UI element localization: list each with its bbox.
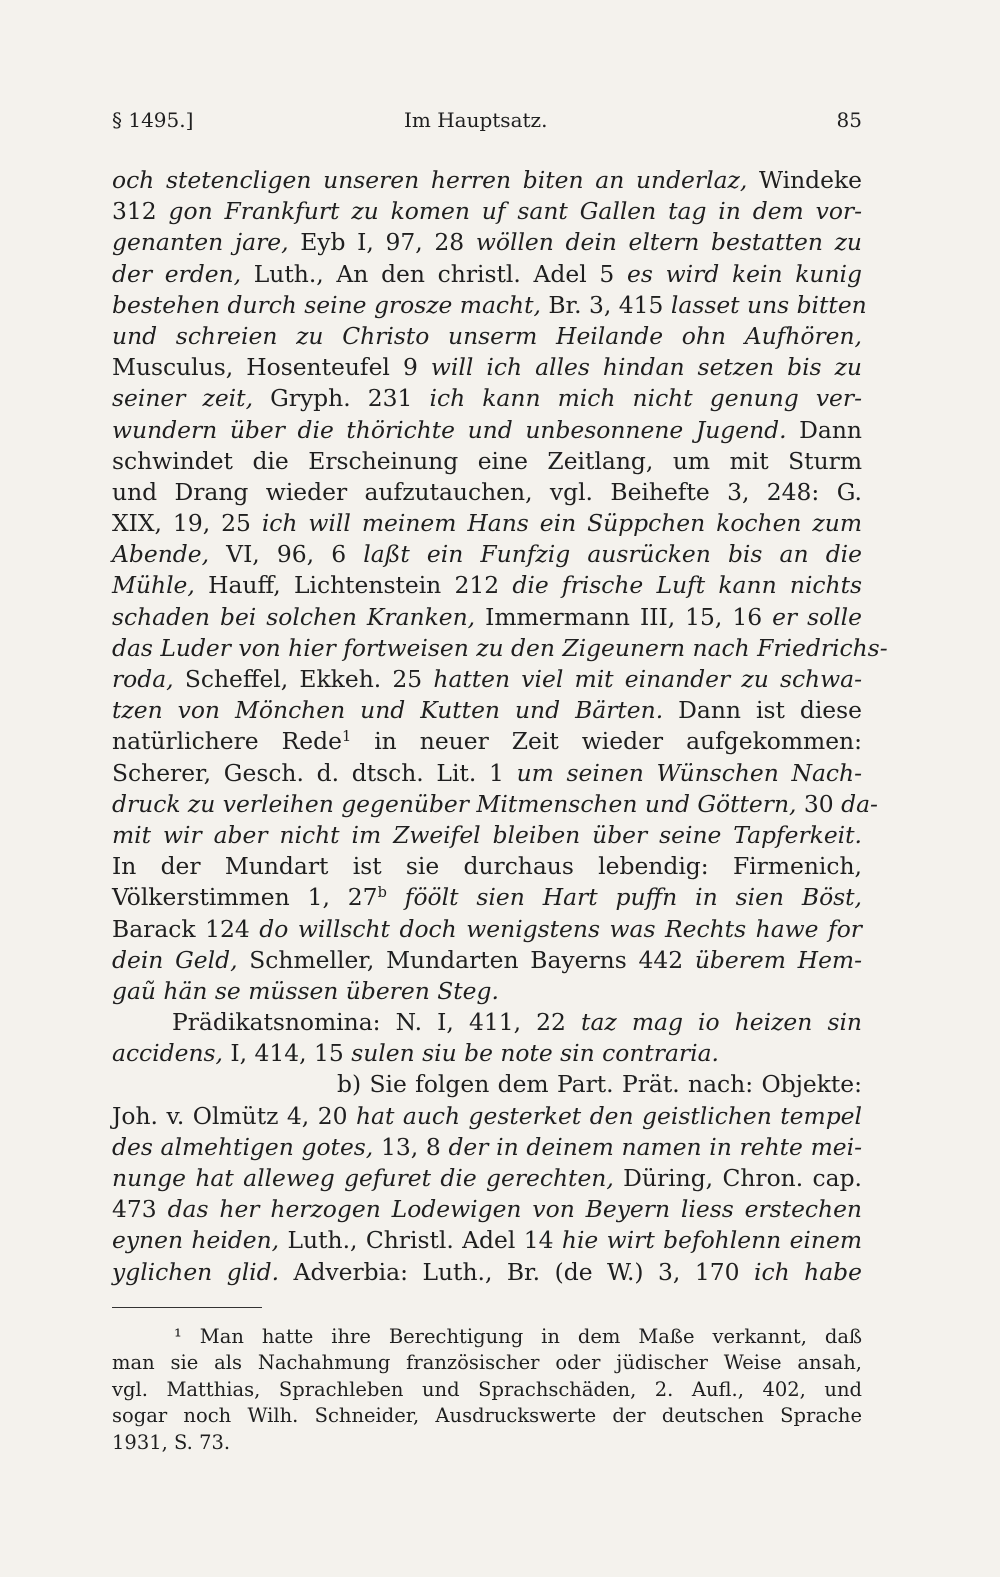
text-line bbox=[112, 352, 862, 383]
text-line bbox=[112, 570, 862, 601]
source-text: Völkerstimmen 1, 27 bbox=[112, 883, 378, 912]
text-line bbox=[112, 976, 862, 1007]
source-text: b) Sie folgen dem Part. Prät. nach: Objekte: bbox=[337, 1070, 862, 1099]
source-text: Barack 124 bbox=[112, 914, 260, 943]
quoted-text: er solle bbox=[772, 602, 863, 631]
quoted-text: ich will meinem Hans ein Süppchen kochen zum bbox=[261, 509, 862, 538]
text-line bbox=[112, 1225, 862, 1256]
text-line bbox=[112, 415, 862, 446]
text-line bbox=[112, 945, 862, 976]
text-line bbox=[112, 758, 862, 789]
quoted-text: gaũ hän se müssen überen Steg. bbox=[112, 976, 499, 1005]
quoted-text: das Luder von hier fortweisen zu den Zigeunern nach Friedrichs- bbox=[112, 633, 888, 662]
text-line bbox=[112, 820, 862, 851]
source-text: 473 bbox=[112, 1195, 168, 1224]
source-text: Scheffel, Ekkeh. 25 bbox=[173, 665, 434, 693]
text-line bbox=[112, 1101, 862, 1132]
source-text: natürlichere Rede bbox=[112, 727, 342, 756]
source-text: I, 414, 15 bbox=[222, 1039, 352, 1068]
quoted-text: hat auch gesterket den geistlichen tempel bbox=[355, 1101, 862, 1130]
text-line bbox=[112, 1257, 862, 1288]
quoted-text: accidens, bbox=[112, 1039, 223, 1068]
text-line bbox=[112, 477, 862, 508]
source-text: und Drang wieder aufzutauchen, vgl. Beihefte 3, 248: G. bbox=[112, 477, 862, 506]
text-line bbox=[112, 290, 867, 321]
quoted-text: dein Geld, bbox=[112, 945, 238, 974]
quoted-text: taz mag io heizen sin bbox=[581, 1008, 863, 1037]
source-text: 312 bbox=[112, 197, 169, 226]
source-text: 13, 8 bbox=[373, 1132, 449, 1161]
source-text: Windeke bbox=[747, 166, 862, 194]
source-text: 30 bbox=[796, 789, 842, 818]
source-text: Immermann III, 15, 16 bbox=[475, 602, 773, 631]
source-text: Dann ist diese bbox=[663, 696, 862, 725]
quoted-text: tzen von Mönchen und Kutten und Bärten. bbox=[112, 696, 664, 725]
source-text: Br. 3, 415 bbox=[540, 290, 671, 319]
quoted-text: yglichen glid. bbox=[112, 1257, 280, 1286]
quoted-text: der in deinem namen in rehte mei- bbox=[448, 1132, 862, 1161]
source-text: Adverbia: Luth., Br. (de W.) 3, 170 bbox=[279, 1257, 755, 1286]
footnote-line: sogar noch Wilh. Schneider, Ausdruckswerte der deutschen Sprache bbox=[112, 1404, 862, 1428]
quoted-text: da- bbox=[841, 789, 878, 818]
source-text: VI, 96, 6 bbox=[209, 540, 364, 569]
quoted-text: genanten jare, bbox=[112, 228, 289, 257]
source-text: schwindet die Erscheinung eine Zeitlang, um mit Sturm bbox=[112, 446, 862, 475]
quoted-text: mit wir aber nicht im Zweifel bleiben über seine Tapferkeit. bbox=[112, 820, 862, 849]
text-line bbox=[112, 227, 862, 258]
source-text: In der Mundart ist sie durchaus lebendig: Firmenich, bbox=[112, 852, 862, 881]
text-line bbox=[112, 1163, 862, 1194]
quoted-text: wundern über die thörichte und unbesonnene Jugend. bbox=[112, 415, 787, 444]
source-text: Prädikatsnomina: N. I, 411, 22 bbox=[172, 1008, 582, 1037]
footnotes bbox=[112, 1324, 862, 1456]
source-text: Düring, Chron. cap. bbox=[613, 1164, 862, 1192]
text-line bbox=[112, 602, 862, 633]
text-line bbox=[112, 789, 878, 820]
quoted-text: nunge hat alleweg gefuret die gerechten, bbox=[112, 1164, 614, 1192]
source-text: Musculus, Hosenteufel 9 bbox=[112, 353, 431, 382]
running-title: Im Hauptsatz. bbox=[404, 108, 548, 132]
quoted-text: will ich alles hindan setzen bis zu bbox=[430, 353, 862, 382]
quoted-text: do willscht doch wenigstens was Rechts hawe for bbox=[259, 914, 862, 943]
source-text: Schmeller, Mundarten Bayerns 442 bbox=[237, 945, 695, 974]
footnote-line: ¹ Man hatte ihre Berechtigung in dem Maße verkannt, daß bbox=[174, 1325, 862, 1348]
source-text: Eyb I, 97, 28 bbox=[288, 228, 476, 257]
text-line bbox=[112, 165, 862, 196]
quoted-text: die frische Luft kann nichts bbox=[512, 571, 862, 600]
text-line bbox=[112, 1069, 862, 1100]
quoted-text: schaden bei solchen Kranken, bbox=[112, 602, 476, 631]
superscript: 1 bbox=[341, 729, 352, 746]
text-line bbox=[112, 1038, 862, 1069]
quoted-text: hie wirt befohlenn einem bbox=[561, 1226, 862, 1255]
text-line bbox=[112, 1194, 862, 1225]
footnote-separator bbox=[112, 1307, 262, 1308]
quoted-text: des almehtigen gotes, bbox=[112, 1132, 374, 1161]
footnote-line: man sie als Nachahmung französischer oder jüdischer Weise ansah, bbox=[112, 1351, 862, 1375]
quoted-text: sulen siu be note sin contraria. bbox=[351, 1039, 719, 1068]
quoted-text: föölt sien Hart puffn in sien Böst, bbox=[404, 883, 862, 912]
source-text: Luth., Christl. Adel 14 bbox=[279, 1226, 562, 1255]
source-text: Hauff, Lichtenstein 212 bbox=[194, 571, 513, 600]
quoted-text: es wird kein kunig bbox=[627, 259, 862, 288]
source-text bbox=[387, 883, 405, 911]
quoted-text: bestehen durch seine grosze macht, bbox=[112, 290, 541, 319]
text-line bbox=[112, 851, 862, 882]
quoted-text: überem Hem- bbox=[694, 945, 863, 974]
source-text: Luth., An den christl. Adel 5 bbox=[241, 259, 628, 288]
text-line bbox=[112, 882, 862, 913]
section-reference: § 1495.] bbox=[112, 108, 194, 132]
quoted-text: seiner zeit, bbox=[112, 384, 253, 413]
source-text: Gryph. 231 bbox=[253, 384, 430, 413]
text-line bbox=[112, 508, 862, 539]
source-text: Dann bbox=[786, 415, 862, 444]
quoted-text: Mühle, bbox=[112, 571, 195, 600]
quoted-text: gon Frankfurt zu komen uf sant Gallen tag in dem vor- bbox=[168, 197, 862, 226]
text-line bbox=[112, 914, 862, 945]
quoted-text: druck zu verleihen gegenüber Mitmenschen und Göttern, bbox=[112, 789, 797, 818]
quoted-text: hatten viel mit einander zu schwa- bbox=[433, 665, 862, 693]
text-line bbox=[112, 1007, 862, 1038]
quoted-text: Abende, bbox=[112, 540, 210, 569]
quoted-text: und schreien zu Christo unserm Heilande ohn Aufhören, bbox=[112, 321, 862, 350]
text-line bbox=[112, 446, 862, 477]
quoted-text: der erden, bbox=[112, 259, 242, 288]
source-text: in neuer Zeit wieder aufgekommen: bbox=[351, 727, 862, 756]
text-line bbox=[112, 321, 862, 352]
text-line bbox=[112, 633, 888, 664]
quoted-text: wöllen dein eltern bestatten zu bbox=[475, 228, 862, 257]
source-text: Scherer, Gesch. d. dtsch. Lit. 1 bbox=[112, 758, 517, 787]
text-line bbox=[112, 539, 862, 570]
footnote-line: 1931, S. 73. bbox=[112, 1430, 231, 1454]
text-line bbox=[112, 196, 862, 227]
quoted-text: lasset uns bitten bbox=[670, 290, 867, 319]
text-line bbox=[112, 383, 862, 414]
footnote-line: vgl. Matthias, Sprachleben und Sprachschäden, 2. Aufl., 402, und bbox=[112, 1377, 862, 1401]
source-text: XIX, 19, 25 bbox=[112, 509, 262, 538]
main-text bbox=[112, 165, 888, 1288]
superscript: b bbox=[377, 885, 387, 902]
running-header bbox=[112, 108, 862, 138]
text-line bbox=[112, 664, 862, 695]
text-line bbox=[112, 1132, 862, 1163]
text-line bbox=[112, 695, 862, 726]
quoted-text: roda, bbox=[112, 665, 174, 693]
quoted-text: ich habe bbox=[754, 1257, 862, 1286]
quoted-text: das her herzogen Lodewigen von Beyern liess erstechen bbox=[167, 1195, 862, 1224]
quoted-text: um seinen Wünschen Nach- bbox=[516, 758, 862, 787]
source-text: Joh. v. Olmütz 4, 20 bbox=[112, 1101, 356, 1130]
text-line bbox=[112, 259, 862, 290]
quoted-text: och stetencligen unseren herren biten an underlaz, bbox=[112, 166, 748, 194]
quoted-text: ich kann mich nicht genung ver- bbox=[429, 384, 862, 413]
quoted-text: laßt ein Funfzig ausrücken bis an die bbox=[363, 540, 863, 569]
quoted-text: eynen heiden, bbox=[112, 1226, 280, 1255]
page-number: 85 bbox=[836, 108, 862, 132]
text-line bbox=[112, 726, 862, 757]
